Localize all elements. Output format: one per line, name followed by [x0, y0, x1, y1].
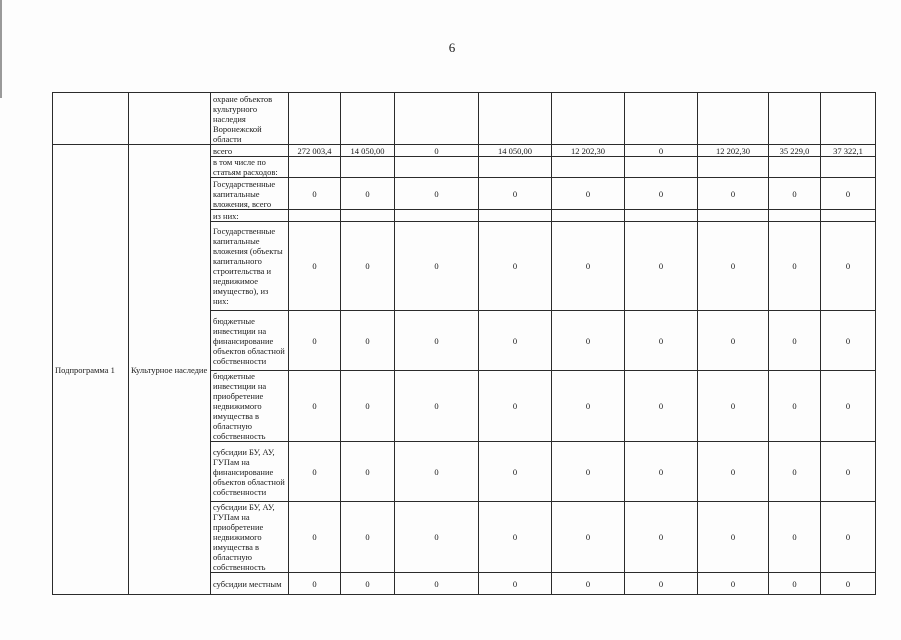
value-cell: 0 [479, 311, 552, 371]
value-cell: 0 [341, 442, 395, 502]
row-label-cell: всего [211, 145, 289, 157]
value-cell [625, 157, 698, 178]
value-cell: 35 229,0 [769, 145, 821, 157]
value-cell [479, 210, 552, 222]
value-cell [698, 93, 769, 145]
value-cell: 0 [395, 311, 479, 371]
value-cell: 0 [341, 311, 395, 371]
value-cell: 0 [698, 442, 769, 502]
row-label-cell: субсидии БУ, АУ, ГУПам на финансирование объектов областной собственности [211, 442, 289, 502]
value-cell: 0 [479, 502, 552, 573]
value-cell: 0 [552, 311, 625, 371]
value-cell [479, 157, 552, 178]
row-label-cell: в том числе по статьям расходов: [211, 157, 289, 178]
value-cell: 14 050,00 [479, 145, 552, 157]
value-cell [552, 93, 625, 145]
row-label-cell: Государственные капитальные вложения (объекты капитального строительства и недвижимое имущество), из них: [211, 222, 289, 311]
value-cell: 272 003,4 [289, 145, 341, 157]
value-cell [552, 210, 625, 222]
value-cell: 0 [552, 573, 625, 595]
table-row [53, 93, 876, 145]
value-cell [769, 157, 821, 178]
value-cell: 0 [769, 573, 821, 595]
row-label-cell: бюджетные инвестиции на финансирование объектов областной собственности [211, 311, 289, 371]
program-label-cell: Подпрограмма 1 [53, 145, 129, 595]
value-cell: 0 [395, 145, 479, 157]
value-cell [769, 93, 821, 145]
value-cell: 0 [698, 311, 769, 371]
value-cell: 0 [625, 311, 698, 371]
program-name-cell: Культурное наследие [129, 145, 211, 595]
program-name-cell-empty [129, 93, 211, 145]
value-cell [479, 93, 552, 145]
value-cell: 0 [289, 573, 341, 595]
value-cell: 0 [769, 178, 821, 210]
value-cell: 37 322,1 [821, 145, 876, 157]
value-cell [821, 210, 876, 222]
value-cell: 0 [552, 442, 625, 502]
value-cell: 0 [698, 502, 769, 573]
value-cell: 0 [625, 502, 698, 573]
value-cell: 0 [479, 222, 552, 311]
value-cell [395, 210, 479, 222]
value-cell: 0 [698, 222, 769, 311]
program-cell-empty [53, 93, 129, 145]
row-label-cell: субсидии местным [211, 573, 289, 595]
value-cell: 0 [552, 371, 625, 442]
scan-edge [0, 0, 2, 98]
value-cell: 0 [821, 371, 876, 442]
value-cell [395, 93, 479, 145]
value-cell: 0 [552, 178, 625, 210]
value-cell: 0 [341, 178, 395, 210]
value-cell [698, 210, 769, 222]
value-cell: 0 [698, 371, 769, 442]
value-cell [821, 157, 876, 178]
row-label-cell: бюджетные инвестиции на приобретение недвижимого имущества в областную собственность [211, 371, 289, 442]
value-cell: 0 [289, 442, 341, 502]
value-cell: 0 [479, 178, 552, 210]
value-cell: 0 [289, 371, 341, 442]
row-label-cell: субсидии БУ, АУ, ГУПам на приобретение недвижимого имущества в областную собственность [211, 502, 289, 573]
row-label-cell: из них: [211, 210, 289, 222]
value-cell [552, 157, 625, 178]
value-cell: 0 [625, 222, 698, 311]
value-cell: 12 202,30 [552, 145, 625, 157]
page-number: 6 [448, 40, 456, 55]
value-cell: 0 [625, 178, 698, 210]
value-cell [289, 157, 341, 178]
value-cell: 0 [769, 371, 821, 442]
value-cell: 0 [769, 311, 821, 371]
value-cell [289, 210, 341, 222]
value-cell: 0 [769, 222, 821, 311]
value-cell: 0 [395, 222, 479, 311]
value-cell: 14 050,00 [341, 145, 395, 157]
value-cell [341, 93, 395, 145]
value-cell: 0 [479, 573, 552, 595]
value-cell: 0 [395, 502, 479, 573]
budget-table [52, 92, 876, 595]
value-cell: 0 [625, 145, 698, 157]
value-cell: 0 [698, 573, 769, 595]
value-cell: 0 [625, 573, 698, 595]
row-label-cell: Государственные капитальные вложения, всего [211, 178, 289, 210]
value-cell: 0 [821, 442, 876, 502]
value-cell: 0 [395, 371, 479, 442]
value-cell: 0 [395, 573, 479, 595]
value-cell: 0 [769, 442, 821, 502]
value-cell: 0 [479, 371, 552, 442]
value-cell: 0 [479, 442, 552, 502]
value-cell [289, 93, 341, 145]
table-row [53, 145, 876, 157]
value-cell [769, 210, 821, 222]
value-cell: 0 [395, 442, 479, 502]
value-cell: 0 [625, 371, 698, 442]
value-cell: 0 [821, 222, 876, 311]
budget-table-body [53, 93, 876, 595]
value-cell: 0 [289, 178, 341, 210]
row-label-cell: охране объектов культурного наследия Воронежской области [211, 93, 289, 145]
value-cell: 0 [821, 178, 876, 210]
value-cell: 12 202,30 [698, 145, 769, 157]
value-cell: 0 [821, 311, 876, 371]
value-cell: 0 [395, 178, 479, 210]
value-cell [341, 157, 395, 178]
value-cell [341, 210, 395, 222]
value-cell: 0 [552, 502, 625, 573]
value-cell [395, 157, 479, 178]
value-cell: 0 [289, 502, 341, 573]
value-cell: 0 [769, 502, 821, 573]
value-cell: 0 [341, 573, 395, 595]
value-cell [625, 210, 698, 222]
value-cell: 0 [341, 371, 395, 442]
value-cell: 0 [698, 178, 769, 210]
value-cell: 0 [341, 222, 395, 311]
value-cell: 0 [289, 311, 341, 371]
value-cell: 0 [821, 573, 876, 595]
value-cell: 0 [289, 222, 341, 311]
value-cell [698, 157, 769, 178]
value-cell [625, 93, 698, 145]
value-cell: 0 [341, 502, 395, 573]
value-cell: 0 [821, 502, 876, 573]
value-cell: 0 [625, 442, 698, 502]
value-cell [821, 93, 876, 145]
value-cell: 0 [552, 222, 625, 311]
